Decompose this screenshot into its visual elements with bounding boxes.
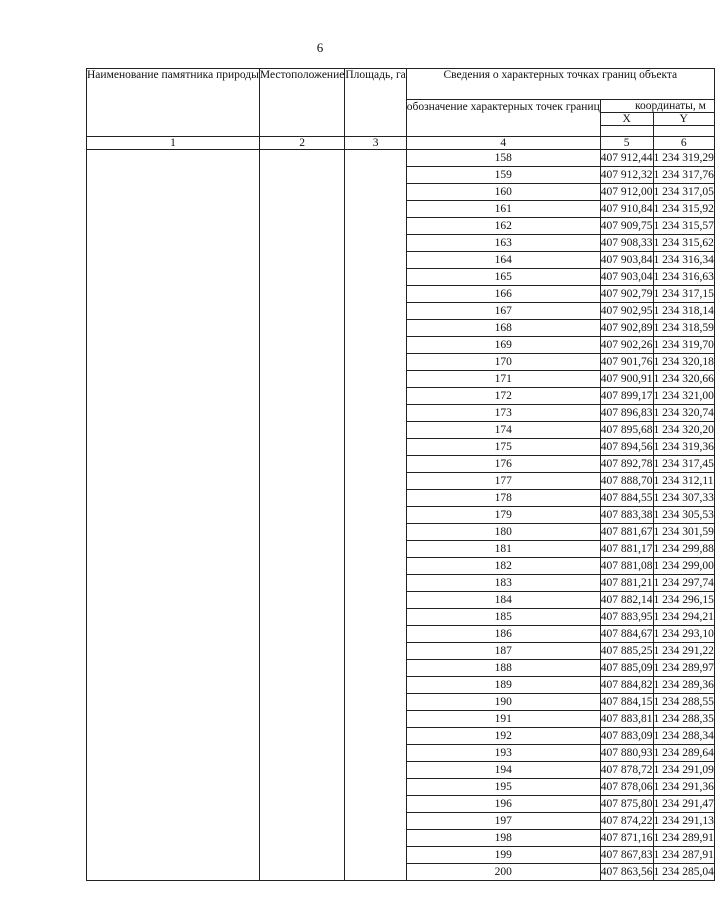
- point-number: 158: [406, 150, 600, 167]
- coord-y: 1 234 320,66: [653, 371, 714, 388]
- coord-x: 407 896,83: [600, 405, 653, 422]
- coord-y: 1 234 289,91: [653, 830, 714, 847]
- coord-y: 1 234 319,36: [653, 439, 714, 456]
- point-number: 197: [406, 813, 600, 830]
- coord-y: 1 234 317,05: [653, 184, 714, 201]
- coord-x: 407 882,14: [600, 592, 653, 609]
- coord-x: 407 909,75: [600, 218, 653, 235]
- coord-y: 1 234 316,34: [653, 252, 714, 269]
- header-location: Местоположение: [259, 69, 344, 137]
- coord-x: 407 874,22: [600, 813, 653, 830]
- point-number: 181: [406, 541, 600, 558]
- point-number: 165: [406, 269, 600, 286]
- coord-x: 407 878,06: [600, 779, 653, 796]
- coord-x: 407 892,78: [600, 456, 653, 473]
- coord-x: 407 899,17: [600, 388, 653, 405]
- coord-y: 1 234 315,92: [653, 201, 714, 218]
- point-number: 195: [406, 779, 600, 796]
- coord-y: 1 234 320,18: [653, 354, 714, 371]
- boundary-points-table: [86, 68, 715, 881]
- point-number: 173: [406, 405, 600, 422]
- table-row: [87, 150, 715, 167]
- coord-y: 1 234 316,63: [653, 269, 714, 286]
- coord-y: 1 234 289,97: [653, 660, 714, 677]
- coord-x: 407 888,70: [600, 473, 653, 490]
- coord-x: 407 912,00: [600, 184, 653, 201]
- coord-x: 407 895,68: [600, 422, 653, 439]
- coord-y: 1 234 318,14: [653, 303, 714, 320]
- point-number: 191: [406, 711, 600, 728]
- column-number-3: 3: [345, 137, 406, 150]
- point-number: 179: [406, 507, 600, 524]
- point-number: 199: [406, 847, 600, 864]
- coord-y: 1 234 291,09: [653, 762, 714, 779]
- coord-x: 407 902,26: [600, 337, 653, 354]
- coord-y: 1 234 321,00: [653, 388, 714, 405]
- coord-x: 407 903,04: [600, 269, 653, 286]
- header-coordinates: координаты, м: [600, 100, 714, 113]
- point-number: 188: [406, 660, 600, 677]
- coord-x: 407 881,21: [600, 575, 653, 592]
- column-number-5: 5: [600, 137, 653, 150]
- coord-y: 1 234 305,53: [653, 507, 714, 524]
- coord-x: 407 881,17: [600, 541, 653, 558]
- coord-x: 407 903,84: [600, 252, 653, 269]
- point-number: 190: [406, 694, 600, 711]
- point-number: 168: [406, 320, 600, 337]
- coord-y: 1 234 291,47: [653, 796, 714, 813]
- point-number: 172: [406, 388, 600, 405]
- coord-y: 1 234 301,59: [653, 524, 714, 541]
- point-number: 161: [406, 201, 600, 218]
- coord-x: 407 912,32: [600, 167, 653, 184]
- coord-x: 407 900,91: [600, 371, 653, 388]
- coord-y: 1 234 312,11: [653, 473, 714, 490]
- coord-y: 1 234 291,22: [653, 643, 714, 660]
- point-number: 163: [406, 235, 600, 252]
- point-number: 159: [406, 167, 600, 184]
- point-number: 185: [406, 609, 600, 626]
- point-number: 170: [406, 354, 600, 371]
- coord-y: 1 234 299,88: [653, 541, 714, 558]
- coord-x: 407 910,84: [600, 201, 653, 218]
- point-number: 177: [406, 473, 600, 490]
- point-number: 184: [406, 592, 600, 609]
- coord-x: 407 902,89: [600, 320, 653, 337]
- coord-y: 1 234 291,13: [653, 813, 714, 830]
- location-cell: [259, 150, 344, 881]
- coord-y: 1 234 317,76: [653, 167, 714, 184]
- coord-y: 1 234 285,04: [653, 864, 714, 881]
- coord-x: 407 885,25: [600, 643, 653, 660]
- coord-x: 407 894,56: [600, 439, 653, 456]
- coord-x: 407 883,09: [600, 728, 653, 745]
- coord-y: 1 234 288,55: [653, 694, 714, 711]
- coord-x: 407 878,72: [600, 762, 653, 779]
- coord-x: 407 912,44: [600, 150, 653, 167]
- point-number: 182: [406, 558, 600, 575]
- coord-y: 1 234 315,62: [653, 235, 714, 252]
- point-number: 200: [406, 864, 600, 881]
- coord-x: 407 902,79: [600, 286, 653, 303]
- coord-y: 1 234 288,34: [653, 728, 714, 745]
- header-name: Наименование памятника природы: [87, 69, 260, 137]
- coord-y: 1 234 289,64: [653, 745, 714, 762]
- coord-y: 1 234 294,21: [653, 609, 714, 626]
- point-number: 176: [406, 456, 600, 473]
- point-number: 160: [406, 184, 600, 201]
- coord-y: 1 234 293,10: [653, 626, 714, 643]
- coord-x: 407 884,67: [600, 626, 653, 643]
- coord-y: 1 234 289,36: [653, 677, 714, 694]
- coord-x: 407 884,55: [600, 490, 653, 507]
- coord-x: 407 881,67: [600, 524, 653, 541]
- coord-x: 407 908,33: [600, 235, 653, 252]
- point-number: 167: [406, 303, 600, 320]
- coord-x: 407 875,80: [600, 796, 653, 813]
- coord-x: 407 871,16: [600, 830, 653, 847]
- coord-x: 407 885,09: [600, 660, 653, 677]
- coord-x: 407 883,95: [600, 609, 653, 626]
- coord-y: 1 234 320,20: [653, 422, 714, 439]
- coord-y: 1 234 317,45: [653, 456, 714, 473]
- point-number: 178: [406, 490, 600, 507]
- point-number: 169: [406, 337, 600, 354]
- point-number: 174: [406, 422, 600, 439]
- coord-x: 407 901,76: [600, 354, 653, 371]
- coord-y: 1 234 315,57: [653, 218, 714, 235]
- header-area: Площадь, га: [345, 69, 406, 137]
- coord-y: 1 234 318,59: [653, 320, 714, 337]
- point-number: 175: [406, 439, 600, 456]
- header-points-info: Сведения о характерных точках границ объекта: [406, 69, 714, 100]
- coord-x: 407 863,56: [600, 864, 653, 881]
- column-number-6: 6: [653, 137, 714, 150]
- column-number-1: 1: [87, 137, 260, 150]
- header-x: X: [600, 113, 653, 126]
- point-number: 196: [406, 796, 600, 813]
- point-number: 198: [406, 830, 600, 847]
- point-number: 192: [406, 728, 600, 745]
- header-y: Y: [653, 113, 714, 126]
- header-point-designation: обозначение характерных точек границ: [406, 100, 600, 137]
- point-number: 193: [406, 745, 600, 762]
- coord-y: 1 234 296,15: [653, 592, 714, 609]
- point-number: 189: [406, 677, 600, 694]
- column-number-2: 2: [259, 137, 344, 150]
- point-number: 194: [406, 762, 600, 779]
- coord-x: 407 883,38: [600, 507, 653, 524]
- coord-x: 407 881,08: [600, 558, 653, 575]
- coord-y: 1 234 319,70: [653, 337, 714, 354]
- coord-y: 1 234 319,29: [653, 150, 714, 167]
- coord-x: 407 902,95: [600, 303, 653, 320]
- coord-y: 1 234 291,36: [653, 779, 714, 796]
- coord-x: 407 880,93: [600, 745, 653, 762]
- coord-y: 1 234 299,00: [653, 558, 714, 575]
- point-number: 186: [406, 626, 600, 643]
- name-cell: [87, 150, 260, 881]
- point-number: 187: [406, 643, 600, 660]
- coord-y: 1 234 320,74: [653, 405, 714, 422]
- column-number-4: 4: [406, 137, 600, 150]
- point-number: 180: [406, 524, 600, 541]
- header-y-spacer: [653, 126, 714, 137]
- coord-x: 407 884,82: [600, 677, 653, 694]
- area-cell: [345, 150, 406, 881]
- point-number: 183: [406, 575, 600, 592]
- coord-y: 1 234 317,15: [653, 286, 714, 303]
- coord-y: 1 234 288,35: [653, 711, 714, 728]
- point-number: 162: [406, 218, 600, 235]
- point-number: 166: [406, 286, 600, 303]
- coord-x: 407 883,81: [600, 711, 653, 728]
- coord-y: 1 234 297,74: [653, 575, 714, 592]
- coord-y: 1 234 287,91: [653, 847, 714, 864]
- coord-x: 407 867,83: [600, 847, 653, 864]
- page-number: 6: [316, 40, 324, 55]
- header-x-spacer: [600, 126, 653, 137]
- coord-x: 407 884,15: [600, 694, 653, 711]
- point-number: 171: [406, 371, 600, 388]
- coord-y: 1 234 307,33: [653, 490, 714, 507]
- point-number: 164: [406, 252, 600, 269]
